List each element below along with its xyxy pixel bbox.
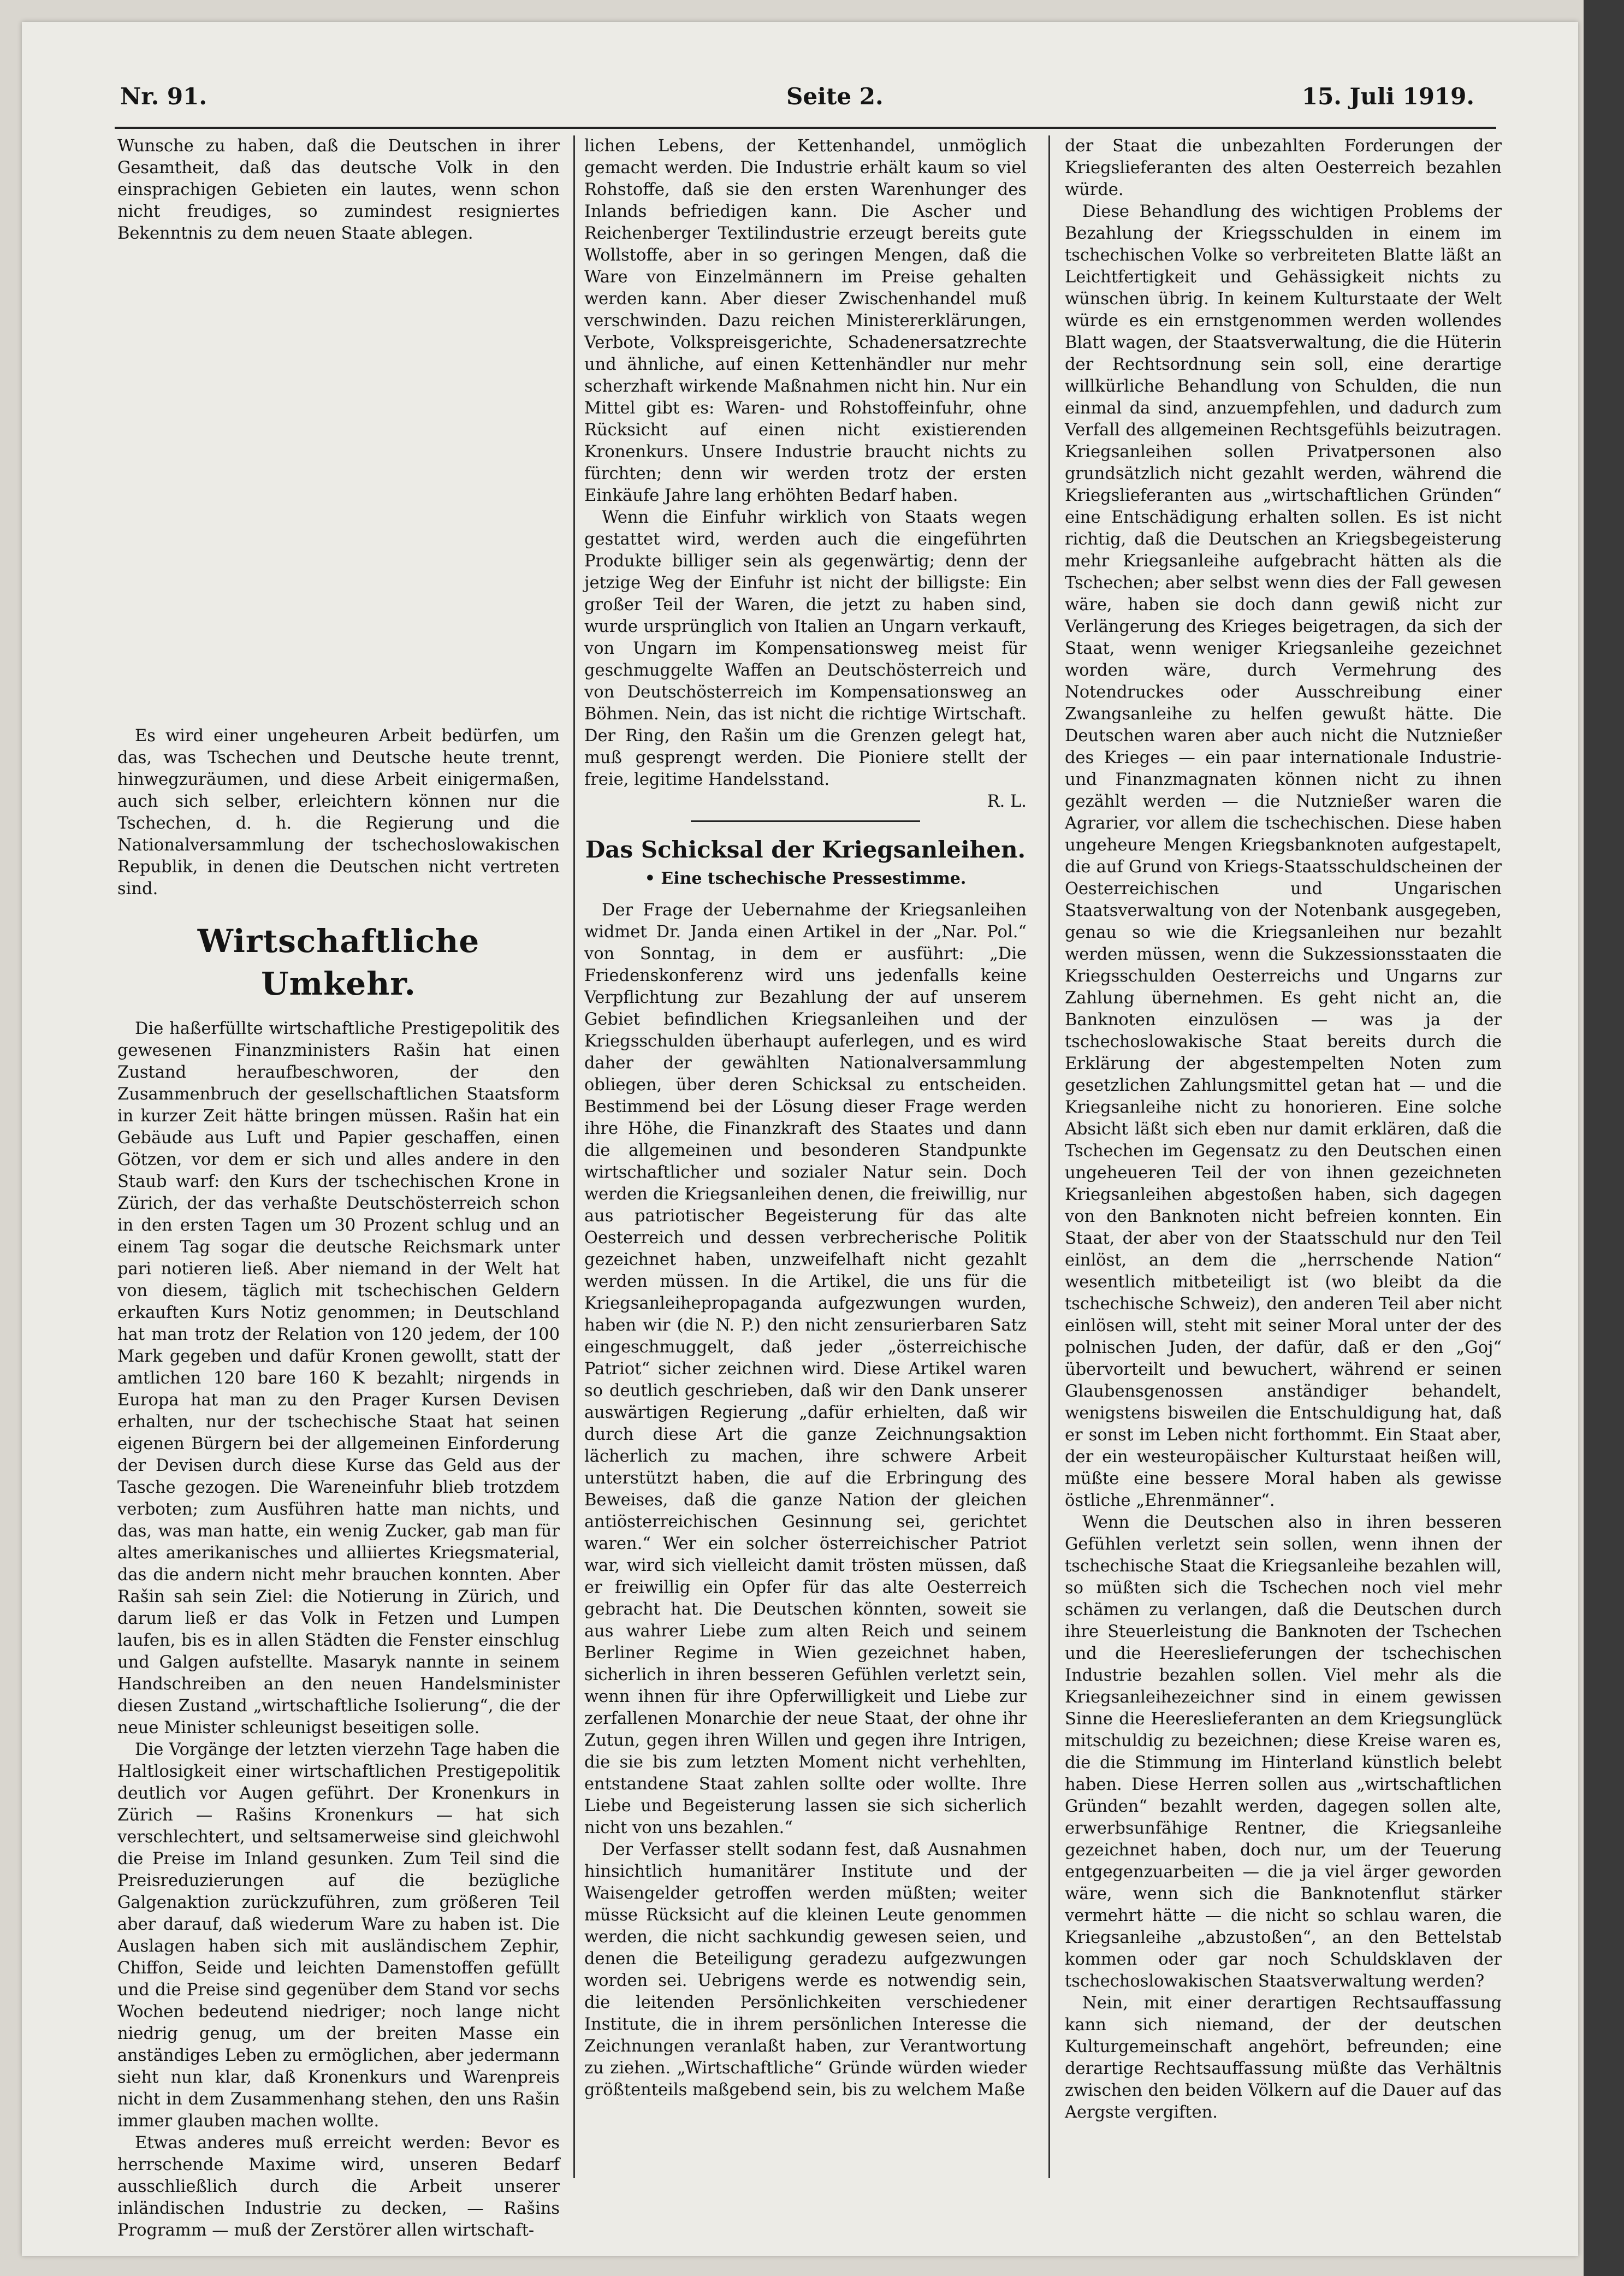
- paragraph: Nein, mit einer derartigen Rechtsauffassung kann sich niemand, der der deutschen Kulturgemeinschaft angehört, befreunden; eine derartige Rechtsauffassung müßte das Verhältnis zwischen den beiden Völkern auf die Dauer auf das Aergste vergiften.: [1065, 1994, 1502, 2122]
- column-1: [117, 135, 560, 2240]
- paragraph: der Staat die unbezahlten Forderungen der Kriegslieferanten des alten Oesterreich bezahlen würde.: [1065, 137, 1502, 199]
- article-headline: Wirtschaftliche Umkehr.: [197, 923, 480, 1002]
- paragraph: Der Frage der Uebernahme der Kriegsanleihen widmet Dr. Janda einen Artikel in der „Nar. Pol.“ von Sonntag, in dem er ausführt: „Die Friedenskonferenz wird uns jedenfalls keine Verpflichtung zur Bezahlung der auf unserem Gebiet befindlichen Kriegsanleihen und der Kriegsschulden überhaupt auferlegen, und es wird daher der gewählten Nationalversammlung obliegen, über deren Schicksal zu entscheiden. Bestimmend bei der Lösung dieser Frage werden ihre Höhe, die Finanzkraft des Staates und dann die allgemeinen und besonderen Standpunkte wirtschaftlicher und sozialer Natur sein. Doch werden die Kriegsanleihen denen, die freiwillig, nur aus patriotischer Begeisterung für das alte Oesterreich und dessen verbrecherische Politik gezeichnet haben, unzweifelhaft nicht gezahlt werden müssen. In die Artikel, die uns für die Kriegsanleihepropaganda aufgezwungen wurden, haben wir (die N. P.) den nicht zensurierbaren Satz eingeschmuggelt, daß jeder „österreichische Patriot“ sicher zeichnen wird. Diese Artikel waren so deutlich geschrieben, daß wir den Dank unserer auswärtigen Regierung „dafür erhielten, daß wir durch diese Art die ganze Zeichnungsaktion lächerlich zu machen, ihre schwere Arbeit unterstützt haben, die auf die Erbringung des Beweises, daß die ganze Nation der gleichen antiösterreichischen Gesinnung sei, gerichtet waren.“ Wer ein solcher österreichischer Patriot war, wird sich vielleicht damit trösten müssen, daß er freiwillig ein Opfer für das alte Oesterreich gebracht hat. Die Deutschen könnten, soweit sie aus wahrer Liebe zum alten Reich und seinem Berliner Regime in Wien gezeichnet haben, sicherlich in ihren besseren Gefühlen verletzt sein, wenn ihnen für ihre Opferwilligkeit und Liebe zur zerfallenen Monarchie der neue Staat, der ohne ihr Zutun, gegen ihren Willen und gegen ihre Intrigen, die sie bis zum letzten Moment nicht verhehlten, entstandene Staat zahlen sollte oder wollte. Ihre Liebe und Begeisterung lassen sie sich sicherlich nicht von uns bezahlen.“: [584, 901, 1027, 1837]
- column-3: [1065, 135, 1502, 2178]
- paragraph: Etwas anderes muß erreicht werden: Bevor es herrschende Maxime wird, unseren Bedarf ausschließlich durch die Arbeit unserer inländischen Industrie zu decken, — Rašins Programm — muß der Zerstörer allen wirtschaft-: [117, 2133, 560, 2240]
- paragraph: lichen Lebens, der Kettenhandel, unmöglich gemacht werden. Die Industrie erhält kaum so viel Rohstoffe, daß sie den ersten Warenhunger des Inlands befriedigen kann. Die Ascher und Reichenberger Textilindustrie erzeugt bereits gute Wollstoffe, aber in so geringen Mengen, daß die Ware von Einzelmännern im Preise gehalten werden kann. Aber dieser Zwischenhandel muß verschwinden. Dazu reichen Ministererklärungen, Verbote, Volkspreisgerichte, Schadenersatzrechte und ähnliche, auf einen Kettenhändler nur mehr scherzhaft wirkende Maßnahmen nicht hin. Nur ein Mittel gibt es: Waren- und Rohstoffeinfuhr, ohne Rücksicht auf einen nicht existierenden Kronenkurs. Unsere Industrie braucht nichts zu fürchten; denn wir werden trotz der ersten Einkäufe Jahre lang erhöhten Bedarf haben.: [584, 137, 1027, 505]
- article-headline: Das Schicksal der Kriegsanleihen.: [585, 836, 1026, 863]
- article-subhead: • Eine tschechische Pressestimme.: [644, 869, 967, 888]
- column-divider: [573, 135, 575, 2178]
- paragraph: Wenn die Einfuhr wirklich von Staats wegen gestattet wird, werden auch die eingeführten Produkte billiger sein als gegenwärtig; denn der jetzige Weg der Einfuhr ist nicht der billigste: Ein großer Teil der Waren, die jetzt zu haben sind, wurde ursprünglich von Italien an Ungarn verkauft, von Ungarn im Kompensationsweg meist für geschmuggelte Waffen an Deutschösterreich und von Deutschösterreich im Kompensationsweg an Böhmen. Nein, das ist nicht die richtige Wirtschaft. Der Ring, den Rašin um die Grenzen gelegt hat, muß gesprengt werden. Die Pioniere stellt der freie, legitime Handelsstand.: [584, 508, 1027, 789]
- page-number: Seite 2.: [786, 83, 884, 110]
- column-2: [584, 135, 1027, 2178]
- issue-date: 15. Juli 1919.: [1301, 83, 1474, 110]
- column-divider: [1048, 135, 1050, 2178]
- paragraph: Wenn die Deutschen also in ihren besseren Gefühlen verletzt sein sollen, wenn ihnen der tschechische Staat die Kriegsanleihe bezahlen will, so müßten sich die Tschechen noch viel mehr schämen zu verlangen, daß die Deutschen durch ihre Steuerleistung die Banknoten der Tschechen und die Heereslieferungen der tschechischen Industrie bezahlen sollen. Viel mehr als die Kriegsanleihezeichner sind in einem gewissen Sinne die Heereslieferanten an dem Kriegsunglück mitschuldig zu bezeichnen; diese Kreise waren es, die die Stimmung im Hinterland künstlich belebt haben. Diese Herren sollen aus „wirtschaftlichen Gründen“ bezahlt werden, dagegen sollen alte, erwerbsunfähige Rentner, die Kriegsanleihe gezeichnet haben, doch nur, um der Teuerung entgegenzuarbeiten — die ja viel ärger geworden wäre, wenn sich die Banknotenflut stärker vermehrt hätte — die nicht so schlau waren, die Kriegsanleihe „abzustoßen“, an den Bettelstab kommen oder gar noch Schuldsklaven der tschechoslowakischen Staatsverwaltung werden?: [1065, 1513, 1502, 1991]
- author-signature: R. L.: [987, 792, 1027, 811]
- blank-space: [117, 245, 560, 725]
- paragraph: Der Verfasser stellt sodann fest, daß Ausnahmen hinsichtlich humanitärer Institute und der Waisengelder getroffen werden müßten; weiter müsse Rücksicht auf die kleinen Leute genommen werden, die nicht sachkundig gewesen seien, und denen die Beteiligung geradezu aufgezwungen worden sei. Uebrigens werde es notwendig sein, die leitenden Persönlichkeiten verschiedener Institute, die in ihrem persönlichen Interesse die Zeichnungen veranlaßt haben, zur Verantwortung zu ziehen. „Wirtschaftliche“ Gründe würden wieder größtenteils maßgebend sein, bis zu welchem Maße: [584, 1840, 1027, 2100]
- paragraph: Wunsche zu haben, daß die Deutschen in ihrer Gesamtheit, daß das deutsche Volk in den einsprachigen Gebieten ein lautes, wenn schon nicht freudiges, so zumindest resigniertes Bekenntnis zu dem neuen Staate ablegen.: [117, 137, 560, 243]
- page-header: [98, 76, 1496, 120]
- paragraph: Die Vorgänge der letzten vierzehn Tage haben die Haltlosigkeit einer wirtschaftlichen Prestigepolitik deutlich vor Augen geführt. Der Kronenkurs in Zürich — Rašins Kronenkurs — hat sich verschlechtert, und seltsamerweise sind gleichwohl die Preise im Inland gesunken. Zum Teil sind die Preisreduzierungen auf die bezügliche Galgenaktion zurückzuführen, zum größeren Teil aber darauf, daß wiederum Ware zu haben ist. Die Auslagen haben sich mit ausländischem Zephir, Chiffon, Seide und leichten Damenstoffen gefüllt und die Preise sind gegenüber dem Stand vor sechs Wochen bedeutend niedriger; noch lange nicht niedrig genug, um der breiten Masse ein anständiges Leben zu ermöglichen, aber jedermann sieht nun klar, daß Kronenkurs und Warenpreis nicht in dem Zusammenhang stehen, den uns Rašin immer glauben machen wollte.: [117, 1740, 560, 2131]
- scan-edge-strip: [1584, 0, 1624, 2276]
- section-rule: [691, 820, 920, 822]
- paragraph: Diese Behandlung des wichtigen Problems der Bezahlung der Kriegsschulden in einem im tschechischen Volke so verbreiteten Blatte läßt an Leichtfertigkeit und Gehässigkeit nichts zu wünschen übrig. In keinem Kulturstaate der Welt würde es ein ernstgenommen werden wollendes Blatt wagen, der Staatsverwaltung, die die Hüterin der Rechtsordnung sein soll, eine derartige willkürliche Behandlung von Schulden, die nun einmal da sind, anzuempfehlen, und dadurch zum Verfall des allgemeinen Rechtsgefühls beizutragen. Kriegsanleihen sollen Privatpersonen also grundsätzlich nicht gezahlt werden, während die Kriegslieferanten aus „wirtschaftlichen Gründen“ eine Entschädigung erhalten sollen. Es ist nicht richtig, daß die Deutschen an Kriegsbegeisterung mehr Kriegsanleihe aufgebracht hätten als die Tschechen; aber selbst wenn dies der Fall gewesen wäre, haben sie doch dann gewiß nicht zur Verlängerung des Krieges beigetragen, da sich der Staat, wenn weniger Kriegsanleihe gezeichnet worden wäre, durch Vermehrung des Notendruckes oder Ausschreibung einer Zwangsanleihe zu helfen gewußt hätte. Die Deutschen waren aber auch nicht die Nutznießer des Krieges — ein paar internationale Industrie- und Finanzmagnaten können nicht zu ihnen gezählt werden — die Nutznießer waren die Agrarier, vor allem die tschechischen. Diese haben ungeheure Mengen Kriegsbanknoten aufgestapelt, die auf Grund von Kriegs-Staatsschuldscheinen der Oesterreichischen und Ungarischen Staatsverwaltung von der Notenbank ausgegeben, genau so wie die Kriegsanleihen nur bezahlt werden müssen, wenn die Sukzessionsstaaten die Kriegsschulden Oesterreichs und Ungarns zur Zahlung übernehmen. Es geht nicht an, die Banknoten einzulösen — was ja der tschechoslowakische Staat bereits durch die Erklärung der abgestempelten Noten zum gesetzlichen Zahlungsmittel getan hat — und die Kriegsanleihe nicht zu honorieren. Eine solche Absicht läßt sich eben nur damit erklären, daß die Tschechen im Gegensatz zu den Deutschen einen ungeheueren Teil der von ihnen gezeichneten Kriegsanleihen abgestoßen haben, sich dagegen von den Banknoten nicht befreien konnten. Ein Staat, der aber von der Staatsschuld nur den Teil einlöst, an dem die „herrschende Nation“ wesentlich mitbeteiligt ist (wo bleibt da die tschechische Schweiz), den anderen Teil aber nicht einlösen will, steht mit seiner Moral unter der des polnischen Juden, der dafür, daß er den „Goj“ übervorteilt und bewuchert, während er seinen Glaubensgenossen anständiger behandelt, wenigstens bisweilen die Entschuldigung hat, daß er sonst im Leben nicht forthommt. Ein Staat aber, der ein westeuropäischer Kulturstaat heißen will, müßte eine bessere Moral haben als gewisse östliche „Ehrenmänner“.: [1065, 202, 1502, 1510]
- issue-number: Nr. 91.: [120, 83, 207, 110]
- paragraph: Die haßerfüllte wirtschaftliche Prestigepolitik des gewesenen Finanzministers Rašin hat einen Zustand heraufbeschworen, der den Zusammenbruch der gesellschaftlichen Staatsform in kurzer Zeit hätte bringen müssen. Rašin hat ein Gebäude aus Luft und Papier geschaffen, einen Götzen, vor dem er sich und alles andere in den Staub warf: den Kurs der tschechischen Krone in Zürich, der das verhaßte Deutschösterreich schon in den ersten Tagen um 30 Prozent schlug und an einem Tag sogar die deutsche Reichsmark unter pari notieren ließ. Aber niemand in der Welt hat von diesem, täglich mit tschechischen Geldern erkauften Kurs Notiz genommen; in Deutschland hat man trotz der Relation von 120 jedem, der 100 Mark gegeben und dafür Kronen gewollt, statt der amtlichen 120 bare 160 K bezahlt; nirgends in Europa hat man zu den Prager Kursen Devisen erhalten, nur der tschechische Staat hat seinen eigenen Bürgern bei der allgemeinen Einforderung der Devisen durch diese Kurse das Geld aus der Tasche gezogen. Die Wareneinfuhr blieb trotzdem verboten; zum Ausführen hatte man nichts, und das, was man hatte, ein wenig Zucker, gab man für altes amerikanisches und alliiertes Kriegsmaterial, das die andern nicht mehr brauchen konnten. Aber Rašin sah sein Ziel: die Notierung in Zürich, und darum ließ er das Volk in Fetzen und Lumpen laufen, bis es in allen Städten die Fenster einschlug und Galgen aufstellte. Masaryk nannte in seinem Handschreiben an den neuen Handelsminister diesen Zustand „wirtschaftliche Isolierung“, die der neue Minister schleunigst beseitigen solle.: [117, 1019, 560, 1737]
- paragraph: Es wird einer ungeheuren Arbeit bedürfen, um das, was Tschechen und Deutsche heute trennt, hinwegzuräumen, und diese Arbeit einigermaßen, auch sich selber, erleichtern können nur die Tschechen, d. h. die Regierung und die Nationalversammlung der tschechoslowakischen Republik, in denen die Deutschen nicht vertreten sind.: [117, 726, 560, 898]
- header-rule: [115, 127, 1496, 129]
